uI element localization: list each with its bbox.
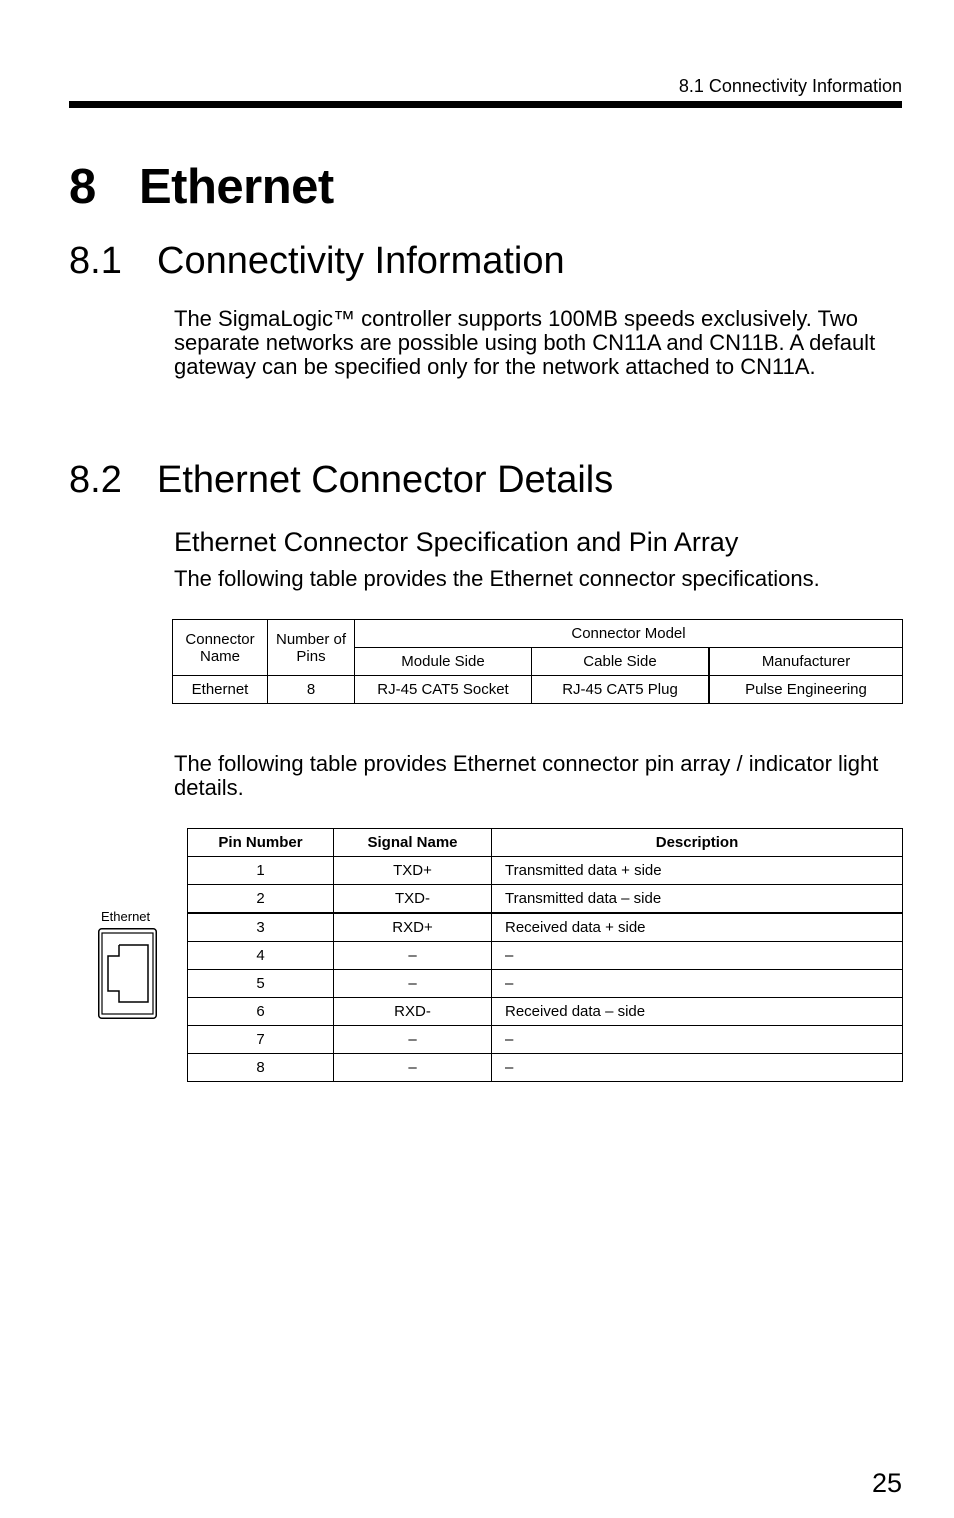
header-connector-name: Connector Name [173,620,268,676]
pin-number-cell: 3 [188,913,334,942]
connectivity-paragraph: The SigmaLogic™ controller supports 100MB speeds exclusively. Two separate networks are possible using both CN11A and CN11B. A default gateway can be specified only for the network attached to CN11A. [174,306,876,379]
description-cell: Received data + side [492,913,903,942]
rj45-port-icon [98,928,158,1020]
cell-number-of-pins: 8 [268,676,355,704]
description-cell: – [492,942,903,970]
description-cell: Received data – side [492,998,903,1026]
cell-connector-name: Ethernet [173,676,268,704]
pin-number-cell: 5 [188,970,334,998]
pin-number-cell: 7 [188,1026,334,1054]
table-row [188,885,903,914]
pin-number-cell: 1 [188,857,334,885]
table-row [188,998,903,1026]
description-cell: Transmitted data + side [492,857,903,885]
table-row [188,913,903,942]
pin-array-table [187,828,903,1082]
header-module-side: Module Side [355,648,532,676]
pin-number-cell: 2 [188,885,334,914]
running-header: 8.1 Connectivity Information [678,76,902,96]
connector-spec-table [172,619,903,704]
header-signal-name: Signal Name [334,829,492,857]
connector-figure-label: Ethernet [101,909,151,924]
table-row [188,1054,903,1082]
pin-intro-paragraph: The following table provides Ethernet connector pin array / indicator light details. [174,751,879,800]
signal-name-cell: RXD+ [334,913,492,942]
signal-name-cell: – [334,1026,492,1054]
pin-number-cell: 8 [188,1054,334,1082]
header-number-of-pins: Number of Pins [268,620,355,676]
table-row [188,857,903,885]
signal-name-cell: – [334,970,492,998]
signal-name-cell: TXD- [334,885,492,914]
section-8-1-number: 8.1 [69,240,122,282]
signal-name-cell: – [334,942,492,970]
pin-number-cell: 6 [188,998,334,1026]
header-description: Description [492,829,903,857]
header-manufacturer: Manufacturer [709,648,903,676]
header-rule [69,101,902,108]
signal-name-cell: RXD- [334,998,492,1026]
section-8-1-title-text: Connectivity Information [157,240,565,282]
table-row [188,970,903,998]
header-cable-side: Cable Side [532,648,710,676]
description-cell: – [492,1054,903,1082]
description-cell: Transmitted data – side [492,885,903,914]
section-8-2-title [69,459,613,502]
header-pin-number: Pin Number [188,829,334,857]
connector-spec-subheading: Ethernet Connector Specification and Pin Array [174,527,739,557]
signal-name-cell: TXD+ [334,857,492,885]
table-row [188,1026,903,1054]
pin-number-cell: 4 [188,942,334,970]
chapter-number: 8 [69,160,96,214]
section-8-2-title-text: Ethernet Connector Details [157,459,614,501]
spec-intro-paragraph: The following table provides the Ethernet connector specifications. [174,566,820,591]
description-cell: – [492,970,903,998]
chapter-title [69,159,334,215]
cell-cable-side: RJ-45 CAT5 Plug [532,676,710,704]
signal-name-cell: – [334,1054,492,1082]
cell-module-side: RJ-45 CAT5 Socket [355,676,532,704]
section-8-2-number: 8.2 [69,459,122,501]
page-number: 25 [871,1468,902,1498]
header-connector-model: Connector Model [355,620,903,648]
section-8-1-title [69,240,565,283]
description-cell: – [492,1026,903,1054]
cell-manufacturer: Pulse Engineering [709,676,903,704]
chapter-title-text: Ethernet [139,160,334,214]
table-row [188,942,903,970]
